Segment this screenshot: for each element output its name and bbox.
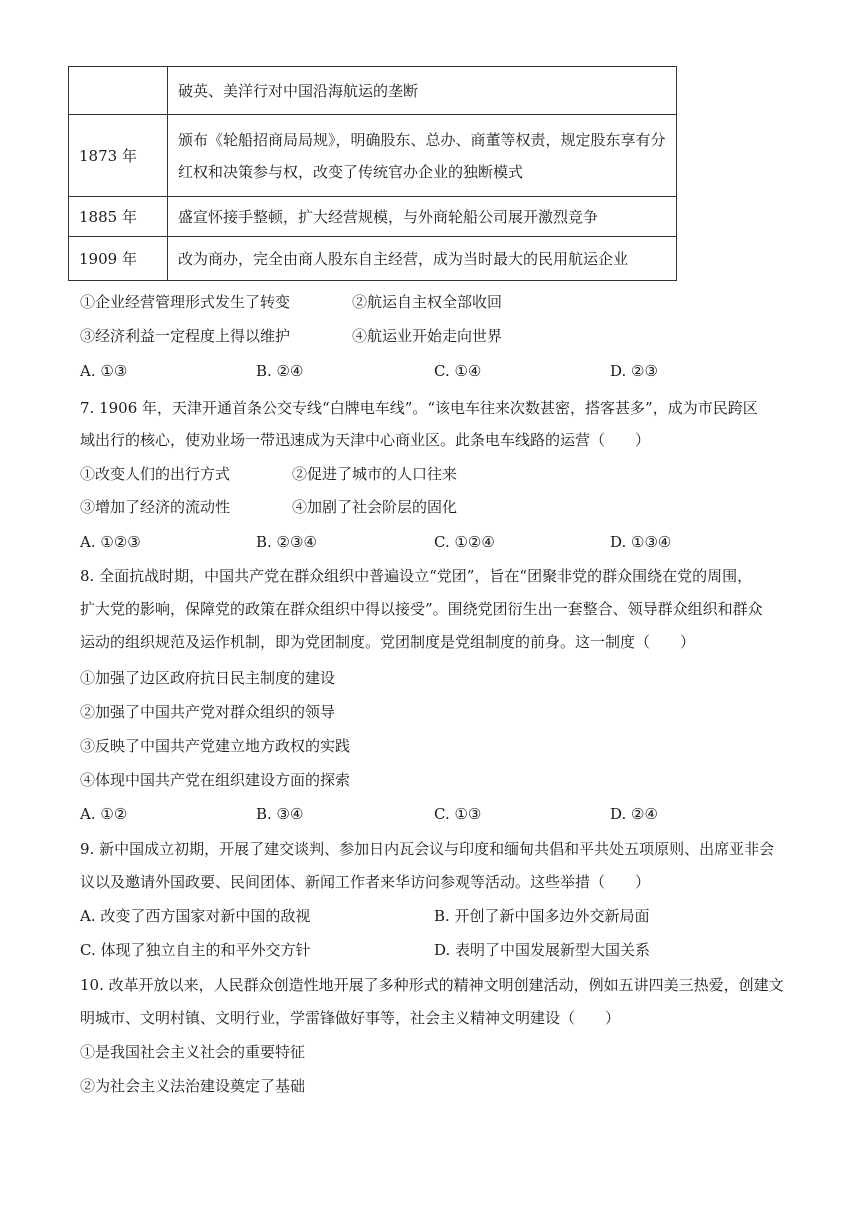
q8-choice-d[interactable]: D. ②④ <box>610 805 658 823</box>
q9-stem-line-2: 议以及邀请外国政要、民间团体、新闻工作者来华访问参观等活动。这些举措（ ） <box>80 873 651 891</box>
table-row <box>69 197 677 237</box>
q10-stem-line-1: 10. 改革开放以来，人民群众创造性地开展了多种形式的精神文明创建活动，例如五讲四美三热爱，创建文 <box>80 976 784 994</box>
table-row <box>69 237 677 281</box>
table-content-cell: 颁布《轮船招商局局规》，明确股东、总办、商董等权责，规定股东享有分 红权和决策参与权，改变了传统官办企业的独断模式 <box>168 115 677 197</box>
q7-item-2: ②促进了城市的人口往来 <box>292 465 458 483</box>
q6-choice-d[interactable]: D. ②③ <box>610 362 658 380</box>
q6-choice-b[interactable]: B. ②④ <box>256 362 304 380</box>
q8-item-3: ③反映了中国共产党建立地方政权的实践 <box>80 737 351 755</box>
q7-item-3: ③增加了经济的流动性 <box>80 498 231 516</box>
q7-choice-d[interactable]: D. ①③④ <box>610 533 672 551</box>
q9-choice-b[interactable]: B. 开创了新中国多边外交新局面 <box>434 907 650 925</box>
q6-item-4: ④航运业开始走向世界 <box>352 327 503 345</box>
q7-item-4: ④加剧了社会阶层的固化 <box>292 498 458 516</box>
q6-item-3: ③经济利益一定程度上得以维护 <box>80 327 291 345</box>
q9-stem-line-1: 9. 新中国成立初期，开展了建交谈判、参加日内瓦会议与印度和缅甸共倡和平共处五项原则、出席亚非会 <box>80 840 775 858</box>
q8-stem-line-1: 8. 全面抗战时期，中国共产党在群众组织中普遍设立“党团”，旨在“团聚非党的群众围绕在党的周围， <box>80 567 753 585</box>
table-year-cell: 1873 年 <box>69 115 168 197</box>
q10-stem-line-2: 明城市、文明村镇、文明行业，学雷锋做好事等，社会主义精神文明建设（ ） <box>80 1009 621 1027</box>
table-content-cell: 改为商办，完全由商人股东自主经营，成为当时最大的民用航运企业 <box>168 237 677 281</box>
q6-choice-a[interactable]: A. ①③ <box>80 362 128 380</box>
table-year-cell: 1885 年 <box>69 197 168 237</box>
q7-choice-a[interactable]: A. ①②③ <box>80 533 141 551</box>
q6-item-2: ②航运自主权全部收回 <box>352 293 503 311</box>
table-content-cell: 破英、美洋行对中国沿海航运的垄断 <box>168 67 677 115</box>
table-year-cell <box>69 67 168 115</box>
q7-item-1: ①改变人们的出行方式 <box>80 465 231 483</box>
q7-stem-line-1: 7. 1906 年，天津开通首条公交专线“白牌电车线”。“该电车往来次数甚密，搭客甚多”，成为市民跨区 <box>80 399 758 417</box>
q8-item-1: ①加强了边区政府抗日民主制度的建设 <box>80 669 336 687</box>
table-row <box>69 115 677 197</box>
q10-item-2: ②为社会主义法治建设奠定了基础 <box>80 1077 306 1095</box>
table-year-cell: 1909 年 <box>69 237 168 281</box>
q8-item-2: ②加强了中国共产党对群众组织的领导 <box>80 703 336 721</box>
q8-choice-b[interactable]: B. ③④ <box>256 805 304 823</box>
q8-stem-line-3: 运动的组织规范及运作机制，即为党团制度。党团制度是党组制度的前身。这一制度（ ） <box>80 633 696 651</box>
q9-choice-d[interactable]: D. 表明了中国发展新型大国关系 <box>434 941 651 959</box>
q9-choice-a[interactable]: A. 改变了西方国家对新中国的敌视 <box>80 907 311 925</box>
table-row <box>69 67 677 115</box>
q10-item-1: ①是我国社会主义社会的重要特征 <box>80 1043 306 1061</box>
q8-item-4: ④体现中国共产党在组织建设方面的探索 <box>80 771 351 789</box>
q8-stem-line-2: 扩大党的影响，保障党的政策在群众组织中得以接受”。围绕党团衍生出一套整合、领导群众组织和群众 <box>80 600 763 618</box>
q8-choice-c[interactable]: C. ①③ <box>434 805 482 823</box>
q8-choice-a[interactable]: A. ①② <box>80 805 128 823</box>
q7-stem-line-2: 域出行的核心，使劝业场一带迅速成为天津中心商业区。此条电车线路的运营（ ） <box>80 431 651 449</box>
q7-choice-b[interactable]: B. ②③④ <box>256 533 317 551</box>
q6-choice-c[interactable]: C. ①④ <box>434 362 482 380</box>
history-table <box>68 66 677 281</box>
q9-choice-c[interactable]: C. 体现了独立自主的和平外交方针 <box>80 941 311 959</box>
q6-item-1: ①企业经营管理形式发生了转变 <box>80 293 291 311</box>
table-content-cell: 盛宣怀接手整顿，扩大经营规模，与外商轮船公司展开激烈竞争 <box>168 197 677 237</box>
q7-choice-c[interactable]: C. ①②④ <box>434 533 495 551</box>
